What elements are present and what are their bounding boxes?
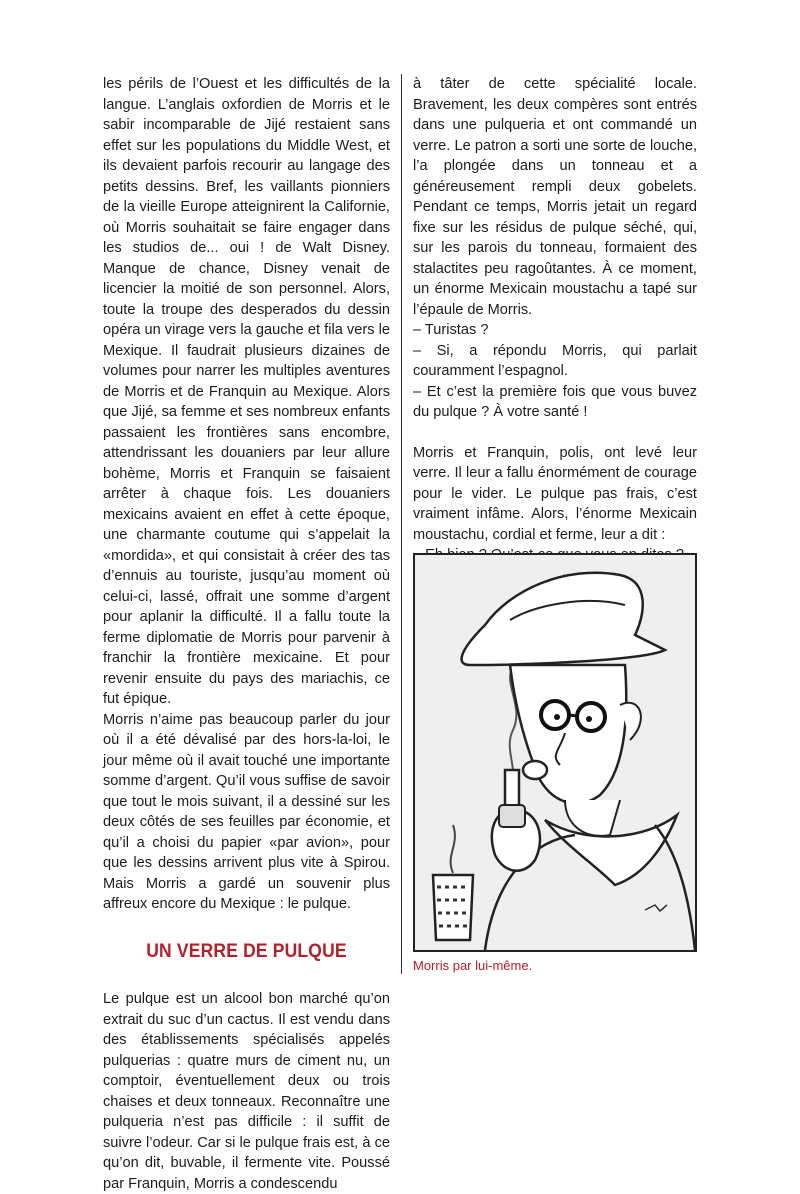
body-paragraph: Morris n’aime pas beaucoup parler du jour où il a été dévalisé par des hors-la-loi, le jour même où il avait touché une importante somme d’argent. Qu’il vous suffise de savoir que tout le mois suivant, il a dessiné sur les deux côtés de ses feuilles par économie, et qu’il a choisi du papier «par avion», pour que les dessins arrivent plus vite à Spirou. Mais Morris a gardé un souvenir plus affreux encore du Mexique : le pulque. xyxy=(103,711,390,912)
body-paragraph: les périls de l’Ouest et les difficultés de la langue. L’anglais oxfordien de Morris et le sabir incomparable de Jijé restaient sans effet sur les populations du Middle West, et ils devaient parfois recourir au langage des petits dessins. Bref, les vaillants pionniers de la vieille Europe atteignirent la Californie, où Morris souhaitait se faire engager dans les studios de... oui ! de Walt Disney. Manque de chance, Disney venait de licencier la moitié de son personnel. Alors, toute la troupe des desperados du dessin opéra un virage vers la gauche et fila vers le Mexique. Il faudrait plusieurs dizaines de volumes pour narrer les multiples aventures de Morris et de Franquin au Mexique. Alors que Jijé, sa femme et ses nombreux enfants passaient les frontières sans encombre, attendrissant les douaniers par leur allure bohème, Morris et Franquin se faisaient arrêter à chaque fois. Les douaniers mexicains avaient en effet à cette époque, une charmante coutume qui s’appelait la «mordida», et qui consistait à créer des tas d’ennuis au touriste, jusqu’au moment où celui-ci, lassé, offrait une somme d’argent pour aplanir la difficulté. Il a fallu toute la ferme diplomatie de Morris pour parvenir à franchir la frontière mexicaine. Et pour revenir ensuite du pays des mariachis, ce fut épique. xyxy=(103,76,390,707)
dialogue-line: – Turistas ? xyxy=(413,322,489,338)
paragraph-gap xyxy=(413,423,697,443)
body-paragraph: à tâter de cette spécialité locale. Bravement, les deux compères sont entrés dans une pulqueria et ont commandé un verre. Le patron a sorti une sorte de louche, l’a plongée dans un tonneau et a généreusement rempli deux gobelets. Pendant ce temps, Morris jetait un regard fixe sur les résidus de pulque séché, qui, sur les parois du tonneau, formaient des stalactites peu ragoûtantes. À ce moment, un énorme Mexicain moustachu a tapé sur l’épaule de Morris. xyxy=(413,76,697,318)
cowboy-drawing xyxy=(415,555,695,950)
section-heading: UN VERRE DE PULQUE xyxy=(146,940,347,962)
figure-caption: Morris par lui-même. xyxy=(413,958,533,973)
body-paragraph: Le pulque est un alcool bon marché qu’on extrait du suc d’un cactus. Il est vendu dans des établissements spécialisés appelés pulquerias : quatre murs de ciment nu, un comptoir, éventuellement deux ou trois chaises et deux tonneaux. Reconnaître une pulqueria n’est pas difficile : il suffit de suivre l’odeur. Car si le pulque frais est, à ce qu’on dit, buvable, il fermente vite. Poussé par Franquin, Morris a condescendu xyxy=(103,991,390,1192)
caricature-illustration xyxy=(413,553,697,952)
column-divider xyxy=(401,74,402,974)
left-column xyxy=(103,74,390,1194)
body-paragraph: Morris et Franquin, polis, ont levé leur verre. Il leur a fallu énormément de courage pour le vider. Le pulque pas frais, c’est vraiment infâme. Alors, l’énorme Mexicain moustachu, cordial et ferme, leur a dit : xyxy=(413,444,697,543)
dialogue-line: – Si, a répondu Morris, qui parlait couramment l’espagnol. xyxy=(413,342,697,379)
dialogue-line: – Et c’est la première fois que vous buvez du pulque ? À votre santé ! xyxy=(413,383,697,420)
